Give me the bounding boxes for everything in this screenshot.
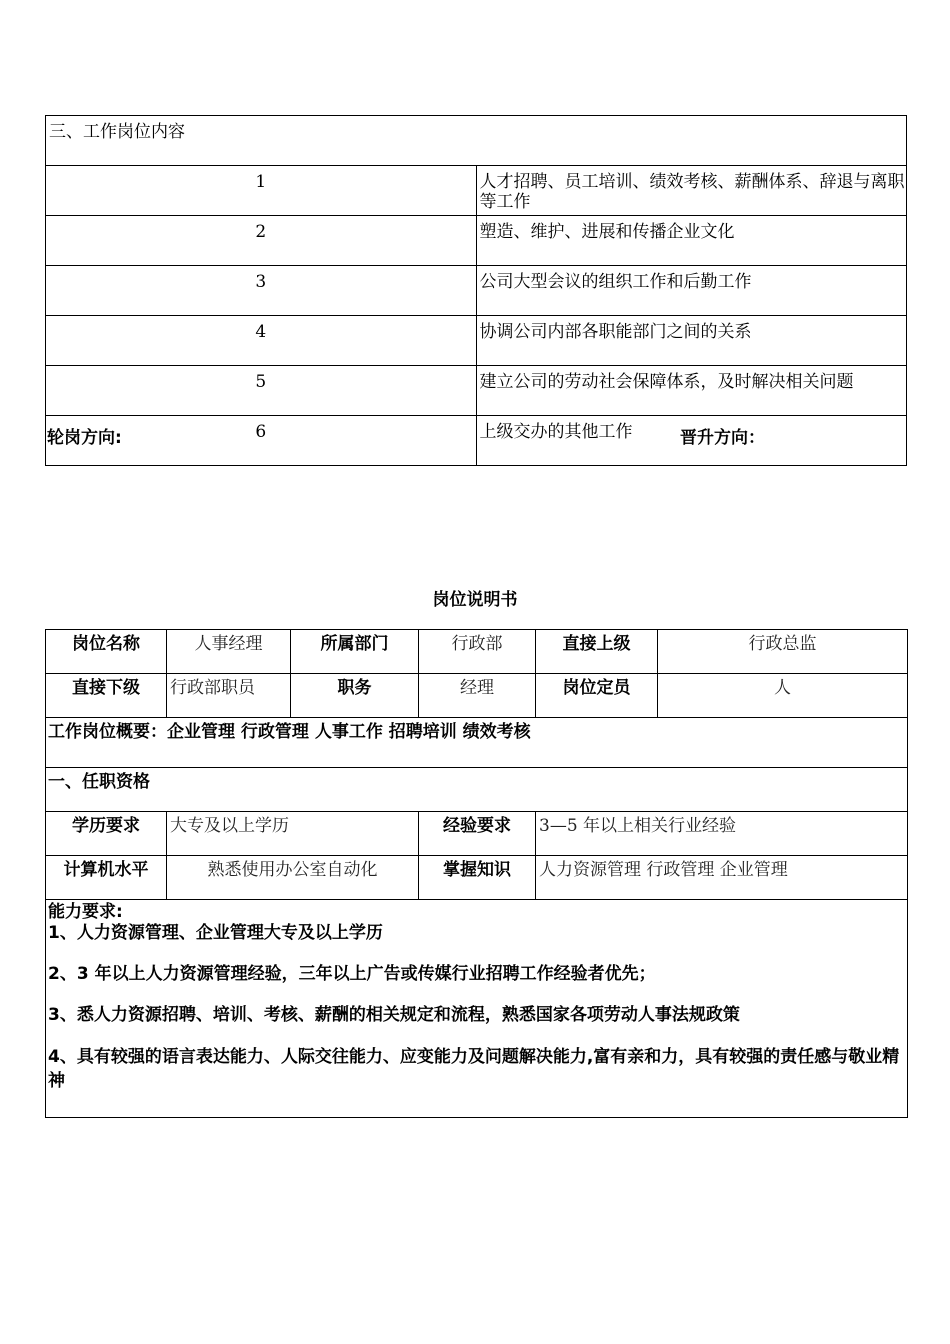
- subordinate-value: 行政部职员: [167, 674, 291, 718]
- duty-row: [46, 216, 907, 266]
- duties-table: [45, 115, 907, 466]
- ability-requirements: [46, 900, 908, 1118]
- superior-label: 直接上级: [536, 630, 658, 674]
- duty-row: [46, 416, 907, 466]
- duty-number: 6: [46, 416, 477, 466]
- education-value: 大专及以上学历: [167, 812, 419, 856]
- rotation-label: 轮岗方向:: [47, 428, 122, 448]
- duty-text: 上级交办的其他工作: [476, 416, 907, 466]
- ability-item: 1、人力资源管理、企业管理大专及以上学历: [48, 923, 383, 943]
- computer-label: 计算机水平: [46, 856, 167, 900]
- duty-number: 3: [46, 266, 477, 316]
- ability-heading: 能力要求:: [48, 902, 123, 922]
- department-value: 行政部: [419, 630, 536, 674]
- duty-row: [46, 366, 907, 416]
- knowledge-value: 人力资源管理 行政管理 企业管理: [536, 856, 908, 900]
- job-description-table: [45, 629, 908, 1118]
- knowledge-label: 掌握知识: [419, 856, 536, 900]
- superior-value: 行政总监: [658, 630, 908, 674]
- duty-text: 人才招聘、员工培训、绩效考核、薪酬体系、辞退与离职等工作: [476, 166, 907, 216]
- position-name-value: 人事经理: [167, 630, 291, 674]
- education-label: 学历要求: [46, 812, 167, 856]
- title-value: 经理: [419, 674, 536, 718]
- title-label: 职务: [291, 674, 419, 718]
- duty-number: 2: [46, 216, 477, 266]
- duty-text: 公司大型会议的组织工作和后勤工作: [476, 266, 907, 316]
- experience-label: 经验要求: [419, 812, 536, 856]
- ability-item: 4、具有较强的语言表达能力、人际交往能力、应变能力及问题解决能力,富有亲和力，具有较强的责任感与敬业精神: [48, 1047, 900, 1091]
- position-name-label: 岗位名称: [46, 630, 167, 674]
- duty-text: 塑造、维护、进展和传播企业文化: [476, 216, 907, 266]
- duties-heading: 三、工作岗位内容: [46, 116, 907, 166]
- qualification-heading: 一、任职资格: [46, 768, 908, 812]
- job-overview: 工作岗位概要：企业管理 行政管理 人事工作 招聘培训 绩效考核: [46, 718, 908, 768]
- promotion-label: 晋升方向：: [680, 428, 765, 448]
- document-title: 岗位说明书: [432, 590, 518, 610]
- duty-text: 协调公司内部各职能部门之间的关系: [476, 316, 907, 366]
- duty-row: [46, 266, 907, 316]
- duty-number: 1: [46, 166, 477, 216]
- headcount-label: 岗位定员: [536, 674, 658, 718]
- ability-item: 2、3 年以上人力资源管理经验，三年以上广告或传媒行业招聘工作经验者优先；: [48, 964, 656, 984]
- duty-row: [46, 166, 907, 216]
- subordinate-label: 直接下级: [46, 674, 167, 718]
- computer-value: 熟悉使用办公室自动化: [167, 856, 419, 900]
- experience-value: 3—5 年以上相关行业经验: [536, 812, 908, 856]
- duty-number: 4: [46, 316, 477, 366]
- duty-row: [46, 316, 907, 366]
- duty-number: 5: [46, 366, 477, 416]
- ability-item: 3、悉人力资源招聘、培训、考核、薪酬的相关规定和流程，熟悉国家各项劳动人事法规政策: [48, 1005, 740, 1025]
- duty-text: 建立公司的劳动社会保障体系，及时解决相关问题: [476, 366, 907, 416]
- department-label: 所属部门: [291, 630, 419, 674]
- headcount-value: 人: [658, 674, 908, 718]
